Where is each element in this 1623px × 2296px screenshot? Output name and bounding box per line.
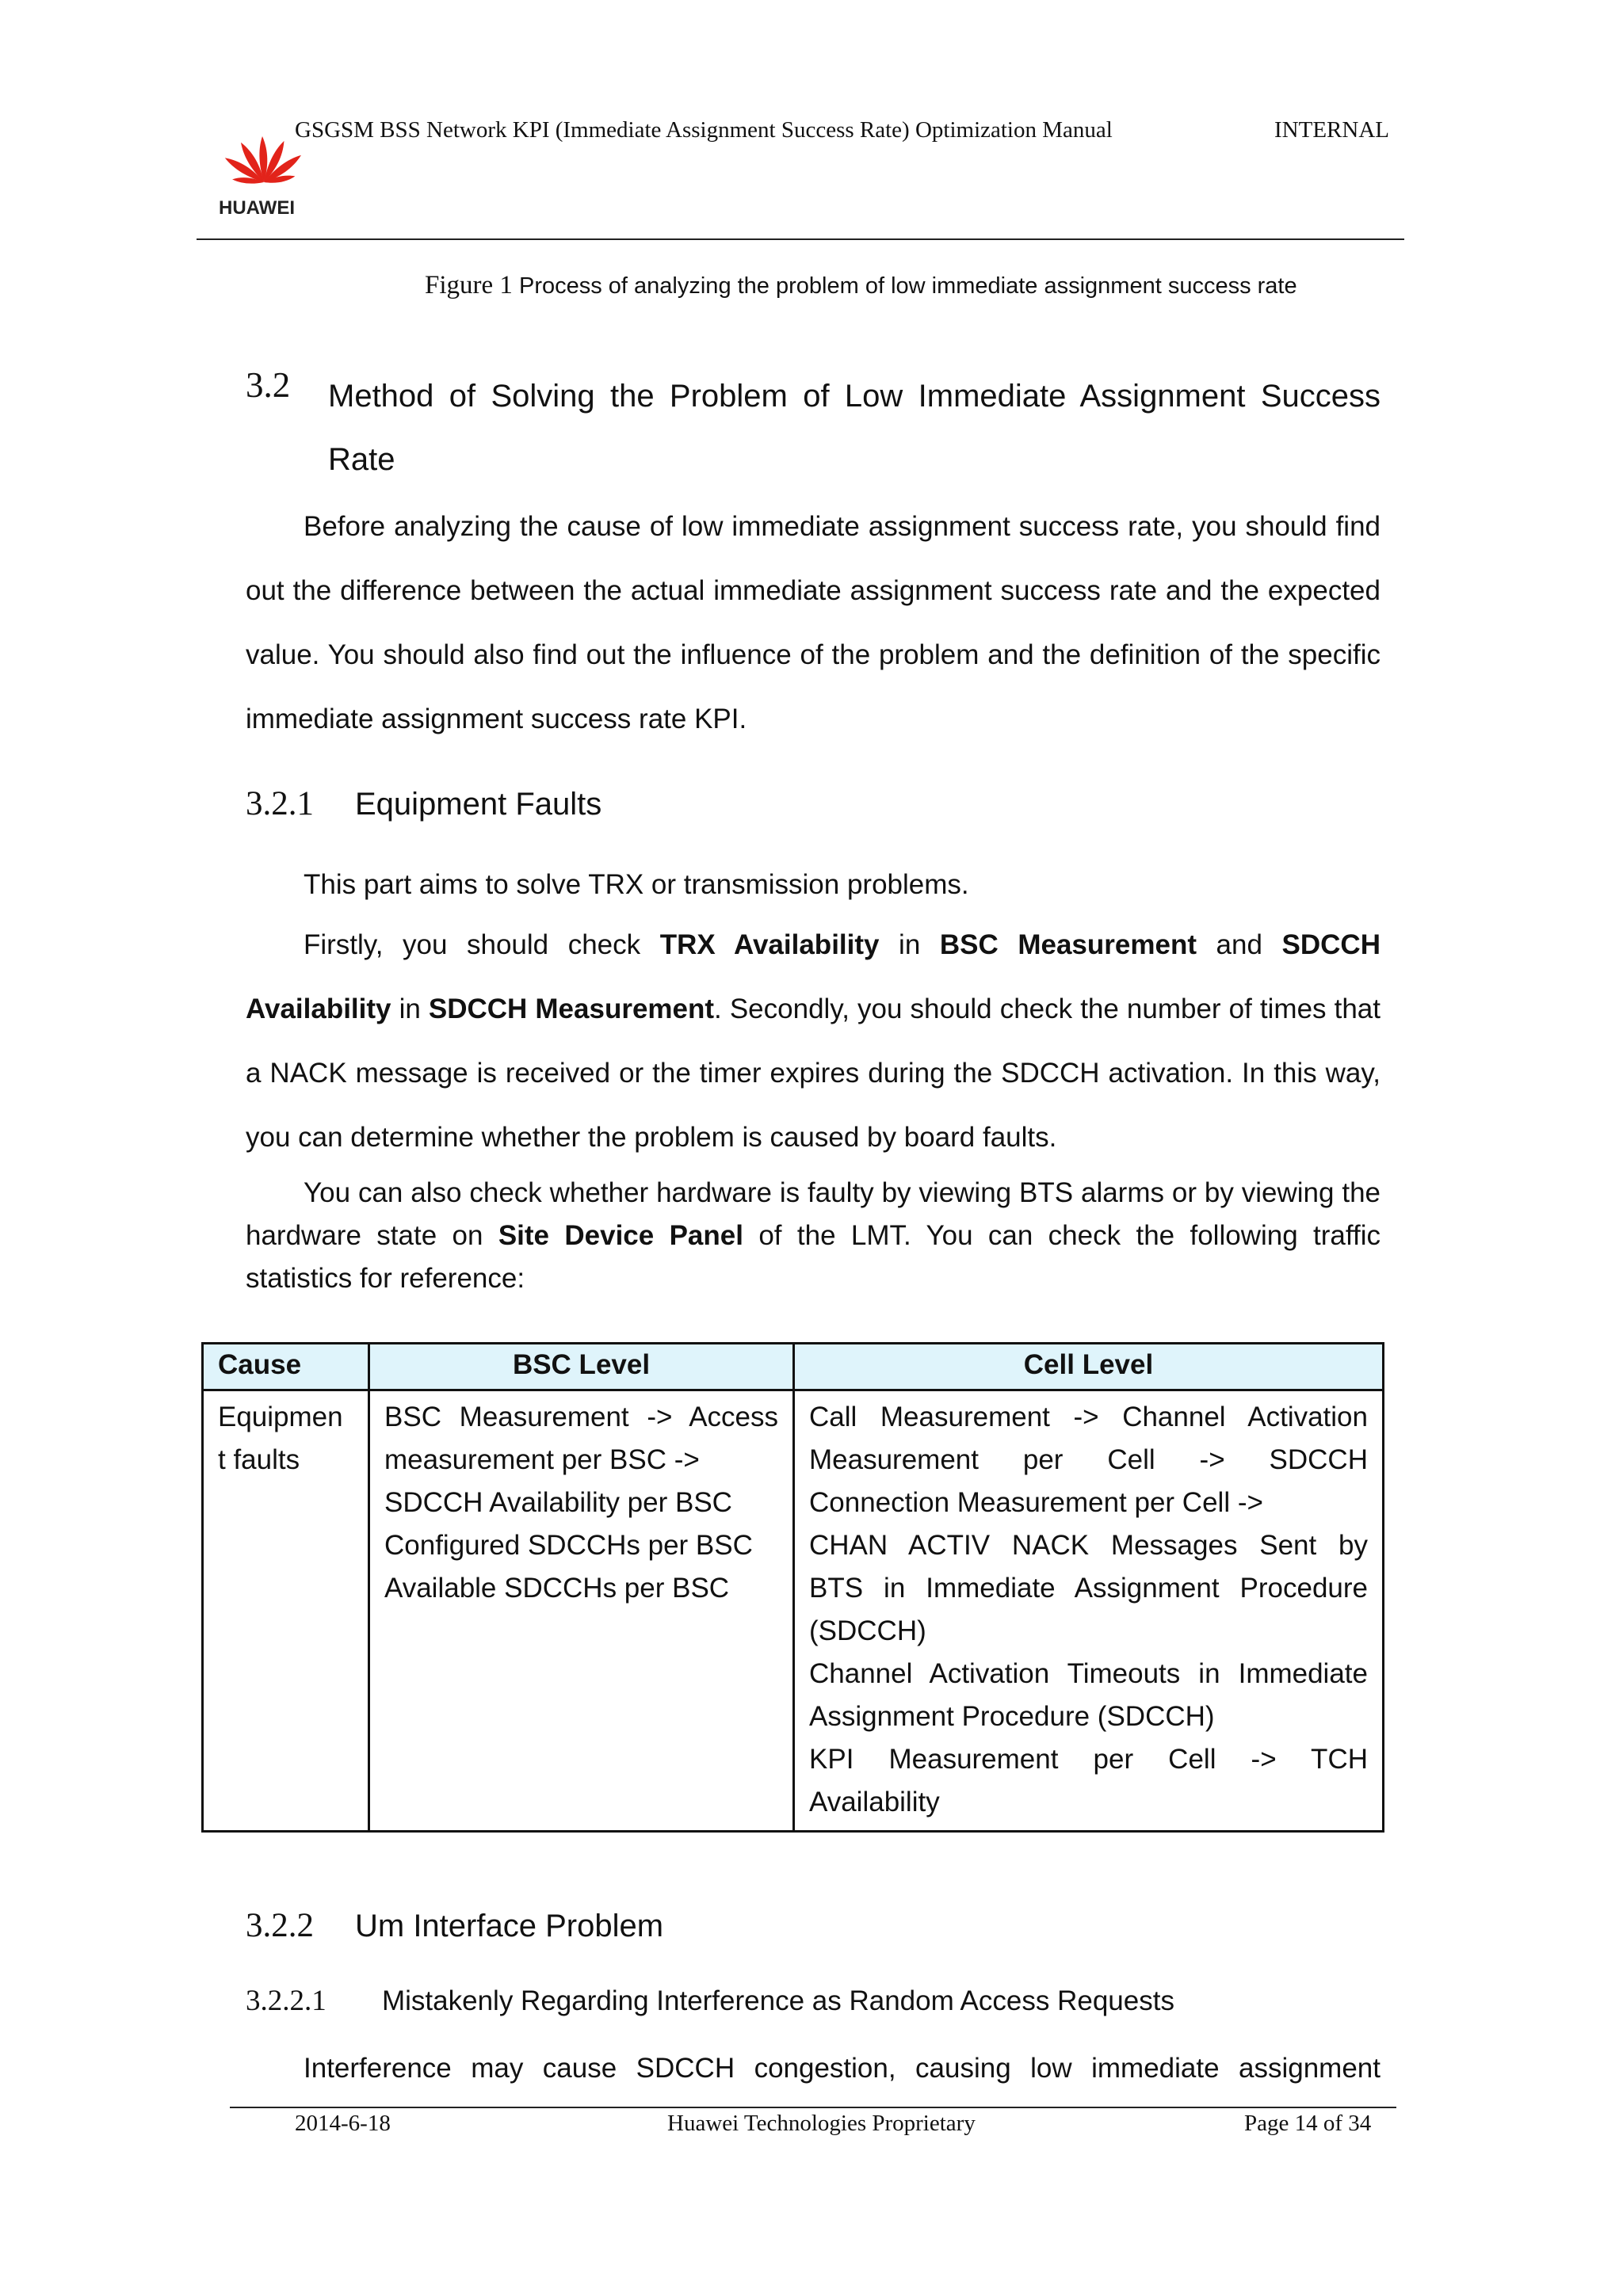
section-number: 3.2.1	[246, 785, 314, 822]
svg-text:HUAWEI: HUAWEI	[219, 197, 295, 219]
paragraph-interference: Interference may cause SDCCH congestion, causing low immediate assignment	[304, 2053, 1381, 2084]
section-title: Method of Solving the Problem of Low Immediate Assignment Success Rate	[328, 379, 1381, 477]
section-title: Equipment Faults	[355, 787, 602, 822]
traffic-statistics-table	[201, 1342, 1384, 1833]
section-number: 3.2.2.1	[246, 1985, 327, 2017]
page-number: Page 14 of 34	[1244, 2111, 1372, 2136]
section-heading-3-2-2-1	[246, 1984, 1174, 2018]
term-sdcch-measurement: SDCCH Measurement	[428, 994, 715, 1024]
cell-bsc-level: BSC Measurement -> Access measurement per BSC -> SDCCH Availability per BSC Configured SDCCHs per BSC Available SDCCHs per BSC	[369, 1390, 794, 1832]
section-title: Mistakenly Regarding Interference as Random Access Requests	[382, 1985, 1174, 2016]
section-title: Um Interface Problem	[355, 1909, 664, 1943]
figure-caption	[425, 271, 1297, 300]
cell-cell-level: Call Measurement -> Channel Activation Measurement per Cell -> SDCCH Connection Measurement per Cell -> CHAN ACTIV NACK Messages Sent by BTS in Immediate Assignment Procedure (SDCCH) Channel Activation Timeouts in Immediate Assignment Procedure (SDCCH) KPI Measurement per Cell -> TCH Availability	[794, 1390, 1384, 1832]
term-sdcch-availability: SDCCH Availability	[246, 929, 1381, 1024]
term-site-device-panel: Site Device Panel	[498, 1220, 743, 1251]
table-row	[203, 1390, 1384, 1832]
column-header-cell-level: Cell Level	[794, 1344, 1384, 1390]
paragraph-aims: This part aims to solve TRX or transmission problems.	[304, 869, 969, 900]
table-header-row	[203, 1344, 1384, 1390]
classification-label: INTERNAL	[1274, 117, 1389, 143]
footer-divider	[230, 2107, 1396, 2108]
term-trx-availability: TRX Availability	[659, 929, 880, 960]
footer-date: 2014-6-18	[295, 2111, 391, 2136]
section-number: 3.2.2	[246, 1907, 314, 1944]
cell-cause: Equipmen t faults	[203, 1390, 369, 1832]
footer-proprietary: Huawei Technologies Proprietary	[667, 2111, 976, 2136]
figure-caption-text: Process of analyzing the problem of low immediate assignment success rate	[518, 273, 1297, 299]
intro-paragraph: Before analyzing the cause of low immediate assignment success rate, you should find out the difference between the actual immediate assignment success rate and the expected value. You should also find out the influence of the problem and the definition of the specific immediate assignment success rate KPI.	[246, 511, 1381, 734]
document-title: GSGSM BSS Network KPI (Immediate Assignment Success Rate) Optimization Manual	[295, 117, 1113, 143]
section-heading-3-2-2	[246, 1906, 663, 1945]
section-number: 3.2	[246, 365, 291, 405]
figure-label: Figure 1	[425, 271, 513, 299]
column-header-bsc-level: BSC Level	[369, 1344, 794, 1390]
paragraph-hardware-check: You can also check whether hardware is faulty by viewing BTS alarms or by viewing the hardware state on Site Device Panel of the LMT. You can check the following traffic statistics for reference:	[246, 1177, 1381, 1294]
column-header-cause: Cause	[203, 1344, 369, 1390]
header-divider	[197, 238, 1404, 240]
term-bsc-measurement: BSC Measurement	[939, 929, 1197, 960]
section-heading-3-2-1	[246, 784, 601, 823]
paragraph-check-availability: Firstly, you should check TRX Availability in BSC Measurement and SDCCH Availability in SDCCH Measurement. Secondly, you should check the number of times that a NACK message is received or the timer expires during the SDCCH activation. In this way, you can determine whether the problem is caused by board faults.	[246, 929, 1381, 1153]
